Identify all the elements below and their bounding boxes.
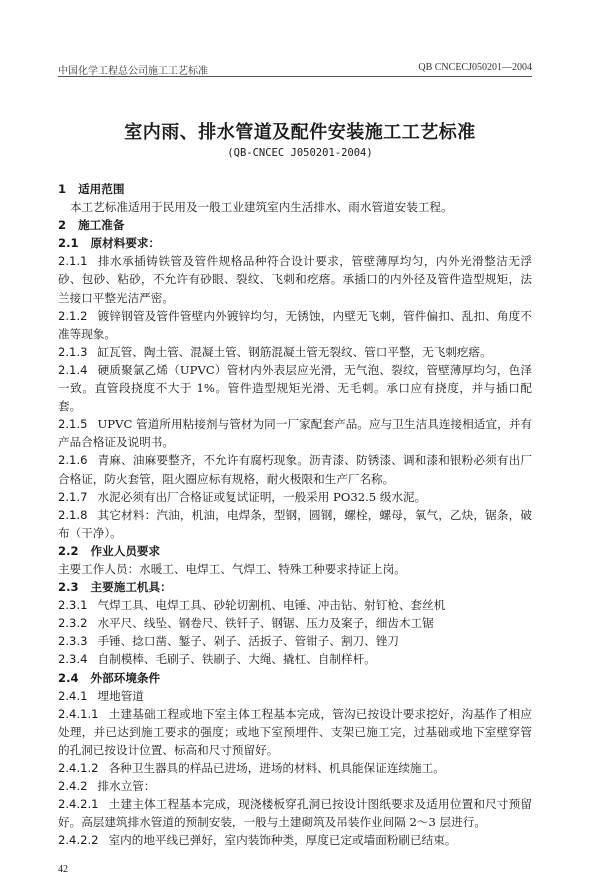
clause-text: 手锤、捻口凿、錾子、剁子、活扳子、管钳子、割刀、锉刀: [97, 634, 399, 649]
section-heading: [58, 180, 532, 198]
clause-number: 2.4.1: [58, 688, 88, 703]
clause-number: 2.1.5: [58, 417, 88, 432]
clause-number: 2.3.3: [58, 634, 88, 649]
paragraph: [58, 705, 532, 759]
clause-text: 水平尺、线坠、钢卷尺、铁钎子、钢锯、压力及案子，细齿木工锯: [97, 616, 434, 631]
clause-text: 土建基础工程或地下室主体工程基本完成，管沟已按设计要求挖好，沟基作了相应处理，并已达到施工要求的强度；或地下室预埋件、支架已施工完，过基础或地下室壁穿管的孔洞已按设计位置、标高和尺寸预留好。: [58, 706, 532, 757]
paragraph: [58, 361, 532, 415]
paragraph: [58, 488, 532, 506]
paragraph: [58, 560, 532, 578]
clause-text: 主要工作人员：水暖工、电焊工、气焊工、特殊工种要求持证上岗。: [58, 561, 406, 576]
clause-text: 水泥必须有出厂合格证或复试证明，一般采用 PO32.5 级水泥。: [97, 489, 427, 504]
clause-text: 原材料要求：: [90, 236, 161, 251]
clause-number: 2.1.4: [58, 362, 88, 377]
clause-number: 1: [58, 182, 67, 196]
paragraph: [58, 198, 532, 216]
paragraph: [58, 777, 532, 795]
paragraph: [58, 506, 532, 542]
paragraph: [58, 596, 532, 614]
document-code: (QB-CNCEC J050201-2004): [227, 147, 373, 159]
page-number: 42: [58, 864, 68, 876]
clause-text: UPVC 管道所用粘接剂与管材为同一厂家配套产品。应与卫生洁具连接相适宜，并有产品合格证及说明书。: [58, 417, 532, 450]
section-heading: [58, 234, 532, 252]
clause-number: 2.4.2.2: [58, 833, 99, 848]
header-standard-code: QB CNCECJ050201—2004: [418, 62, 532, 73]
paragraph: [58, 252, 532, 306]
paragraph: [58, 759, 532, 777]
clause-text: 硬质聚氯乙烯（UPVC）管材内外表层应光滑，无气泡、裂纹，管壁薄厚均匀，色泽一致。直管段挠度不大于 1%。管件造型规矩光滑、无毛刺。承口应有挠度，并与插口配套。: [58, 362, 532, 414]
paragraph: [58, 343, 532, 361]
clause-number: 2.4.2: [58, 779, 88, 794]
document-title: 室内雨、排水管道及配件安装施工工艺标准: [124, 122, 476, 143]
clause-number: 2: [58, 218, 67, 233]
clause-number: 2.1.8: [58, 507, 88, 522]
clause-number: 2.4.2.1: [58, 797, 99, 812]
clause-number: 2.1.7: [58, 489, 88, 504]
clause-text: 作业人员要求: [90, 543, 161, 558]
paragraph: [58, 614, 532, 632]
clause-number: 2.1.3: [58, 344, 88, 359]
section-heading: [58, 216, 532, 234]
clause-text: 各种卫生器具的样品已进场，进场的材料、机具能保证连续施工。: [108, 761, 445, 775]
clause-text: 主要施工机具：: [90, 580, 172, 595]
clause-number: 2.1: [58, 236, 79, 251]
document-content: [58, 180, 532, 877]
clause-text: 本工艺标准适用于民用及一般工业建筑室内生活排水、雨水管道安装工程。: [70, 200, 453, 215]
clause-text: 自制模棒、毛刷子、铁刷子、大绳、撬杠、自制样杆。: [97, 652, 376, 667]
clause-text: 其它材料：汽油，机油，电焊条，型钢，圆钢，螺栓，螺母，氧气，乙炔，锯条，破布（干净）。: [58, 507, 532, 540]
clause-text: 土建主体工程基本完成，现浇楼板穿孔洞已按设计图纸要求及适用位置和尺寸预留好。高层建筑排水管道的预制安装，一般与土建砌筑及吊装作业间隔 2～3 层进行。: [58, 797, 532, 830]
clause-text: 排水立管：: [97, 779, 156, 794]
clause-text: 外部环境条件: [90, 670, 161, 685]
section-heading: [58, 669, 532, 687]
paragraph: [58, 451, 532, 487]
clause-number: 2.1.2: [58, 308, 88, 323]
clause-number: 2.3.2: [58, 616, 88, 631]
clause-number: 2.4.1.2: [58, 761, 99, 775]
clause-text: 埋地管道: [97, 688, 144, 703]
document-body: [58, 180, 532, 849]
clause-text: 室内的地平线已弹好，室内装饰种类，厚度已定或墙面粉刷已结束。: [108, 833, 457, 848]
section-heading: [58, 578, 532, 596]
paragraph: [58, 307, 532, 343]
clause-number: 2.3: [58, 580, 79, 595]
paragraph: [58, 687, 532, 705]
clause-text: 缸瓦管、陶土管、混凝土管、钢筋混凝土管无裂纹、管口平整，无飞刺疙瘩。: [97, 344, 492, 359]
header-organization: 中国化学工程总公司施工工艺标准: [58, 66, 208, 77]
running-header: [58, 60, 532, 77]
paragraph: [58, 415, 532, 451]
clause-number: 2.2: [58, 543, 79, 558]
clause-number: 2.4.1.1: [58, 706, 99, 721]
paragraph: [58, 650, 532, 668]
clause-text: 施工准备: [78, 218, 125, 233]
clause-number: 2.1.6: [58, 453, 88, 468]
clause-number: 2.3.4: [58, 652, 88, 667]
clause-text: 排水承插铸铁管及管件规格品种符合设计要求，管壁薄厚均匀，内外光滑整洁无浮砂、包砂、粘砂，不允许有砂眼、裂纹、飞刺和疙瘩。承插口的内外径及管件造型规矩，法兰接口平整光洁严密。: [58, 254, 532, 305]
paragraph: [58, 632, 532, 650]
clause-number: 2.1.1: [58, 254, 88, 269]
clause-number: 2.3.1: [58, 598, 88, 613]
paragraph: [58, 831, 532, 849]
clause-text: 气焊工具、电焊工具、砂轮切割机、电锤、冲击钻、射钉枪、套丝机: [97, 598, 446, 613]
section-heading: [58, 542, 532, 560]
clause-text: 镀锌钢管及管件管壁内外镀锌均匀，无锈蚀，内壁无飞刺，管件偏扣、乱扣、角度不准等现象。: [58, 308, 532, 341]
clause-number: 2.4: [58, 670, 79, 685]
paragraph: [58, 795, 532, 831]
clause-text: 青麻、油麻要整齐，不允许有腐朽现象。沥青漆、防锈漆、调和漆和银粉必须有出厂合格证，防火套管，阻火圈应标有规格，耐火极限和生产厂名称。: [58, 453, 532, 486]
clause-text: 适用范围: [78, 182, 125, 196]
